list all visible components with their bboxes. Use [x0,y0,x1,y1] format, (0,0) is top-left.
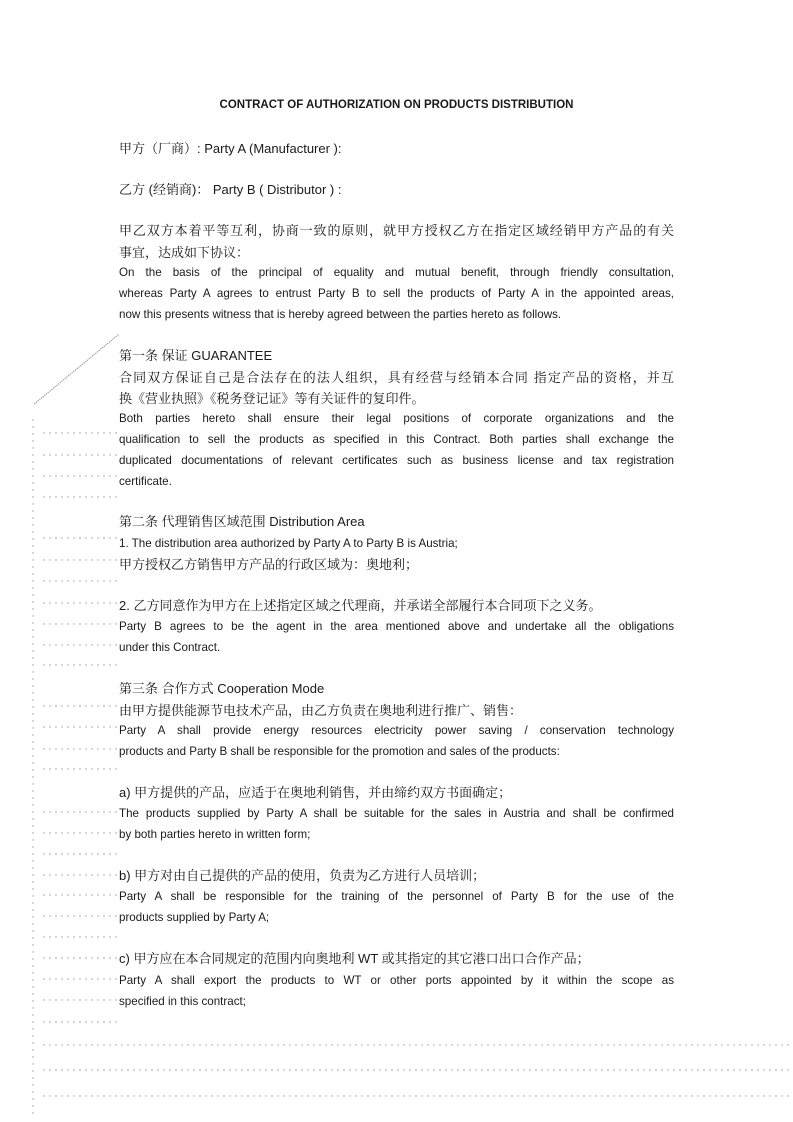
article-1-en-3: duplicated documentations of relevant certificates such as business license and tax registration [119,454,674,467]
clause-c-zh: c) 甲方应在本合同规定的范围内向奥地利 WT 或其指定的其它港口出口合作产品； [119,951,590,966]
article-3-zh-1: 由甲方提供能源节电技术产品，由乙方负责在奥地利进行推广、销售： [119,703,523,718]
article-3-en-1: Party A shall provide energy resources electricity power saving / conservation technology [119,724,674,737]
article-1-en-1: Both parties hereto shall ensure their legal positions of corporate organizations and the [119,412,674,425]
intro-en-3: now this presents witness that is hereby agreed between the parties hereto as follows. [119,308,562,321]
party-a-line: 甲方（厂商）: Party A (Manufacturer ): [119,141,342,156]
article-1-zh-1: 合同双方保证自己是合法存在的法人组织，具有经营与经销本合同 指定产品的资格，并互 [119,370,674,385]
article-2-en-2: Party B agrees to be the agent in the area mentioned above and undertake all the obligations [119,620,674,633]
contract-title: CONTRACT OF AUTHORIZATION ON PRODUCTS DISTRIBUTION [219,99,574,111]
article-3-heading: 第三条 合作方式 Cooperation Mode [119,681,325,696]
article-2-heading: 第二条 代理销售区域范围 Distribution Area [119,514,365,529]
intro-zh-1: 甲乙双方本着平等互利，协商一致的原则，就甲方授权乙方在指定区域经销甲方产品的有关 [119,223,674,238]
article-3-en-2: products and Party B shall be responsible for the promotion and sales of the products: [119,745,560,758]
article-1-en-2: qualification to sell the products as specified in this Contract. Both parties shall exchange the [119,433,674,446]
article-2-en-3: under this Contract. [119,641,221,654]
article-1-zh-2: 换《营业执照》《税务登记证》等有关证件的复印件。 [119,391,425,406]
intro-en-1: On the basis of the principal of equality and mutual benefit, through friendly consultation, [119,266,674,279]
clause-a-zh: a) 甲方提供的产品，应适于在奥地利销售，并由缔约双方书面确定； [119,785,512,800]
article-1-en-4: certificate. [119,475,172,488]
clause-b-en-2: products supplied by Party A; [119,911,270,924]
intro-en-2: whereas Party A agrees to entrust Party B to sell the products of Party A in the appointed areas, [119,287,674,300]
clause-b-en-1: Party A shall be responsible for the training of the personnel of Party B for the use of the [119,890,674,903]
clause-a-en-2: by both parties hereto in written form; [119,828,311,841]
intro-zh-2: 事宜，达成如下协议： [119,245,250,260]
party-b-line: 乙方 (经销商)： Party B ( Distributor ) : [119,182,342,197]
article-2-en-1: 1. The distribution area authorized by Party A to Party B is Austria; [119,537,458,550]
clause-c-en-2: specified in this contract; [119,995,246,1008]
article-1-heading: 第一条 保证 GUARANTEE [119,348,273,363]
clause-a-en-1: The products supplied by Party A shall be suitable for the sales in Austria and shall be confirmed [119,807,674,820]
article-2-zh-2: 2. 乙方同意作为甲方在上述指定区域之代理商，并承诺全部履行本合同项下之义务。 [119,598,602,613]
article-2-zh-1: 甲方授权乙方销售甲方产品的行政区域为：奥地利； [119,557,419,572]
clause-b-zh: b) 甲方对由自己提供的产品的使用，负责为乙方进行人员培训； [119,868,486,883]
clause-c-en-1: Party A shall export the products to WT or other ports appointed by it within the scope as [119,974,674,987]
